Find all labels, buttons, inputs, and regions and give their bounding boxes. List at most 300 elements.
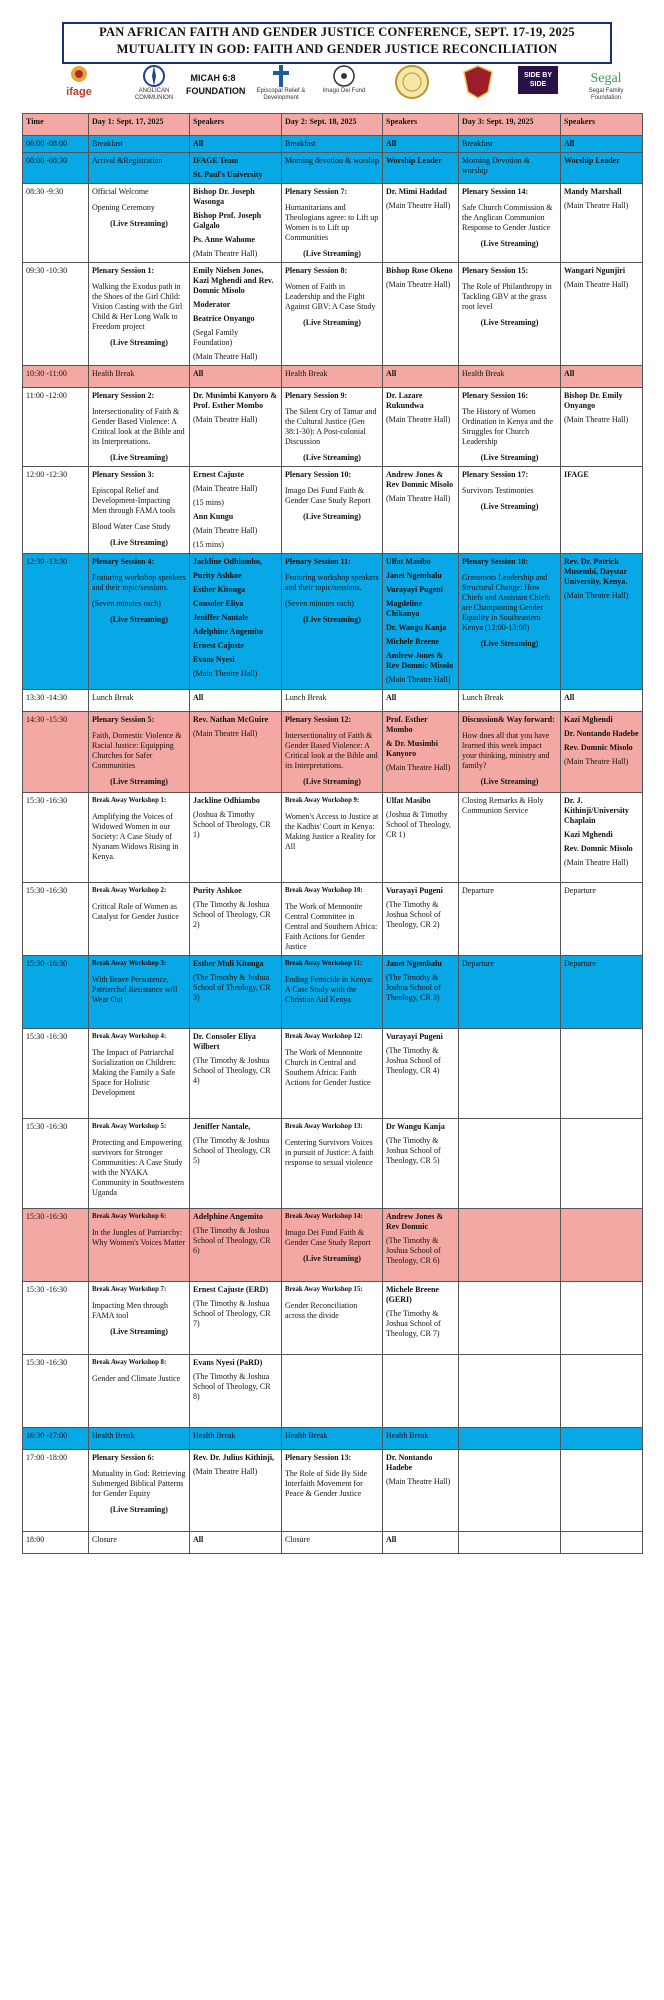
d3-line: Discussion& Way forward: [462, 715, 555, 724]
imago-dei-logo: Imago Dei Fund [318, 64, 370, 104]
s2-line: Dr. Wangu Kanja [386, 623, 447, 632]
d3-cell [459, 153, 561, 184]
s1-cell [190, 467, 282, 554]
d3-cell [459, 467, 561, 554]
d2-cell [282, 1282, 383, 1355]
d1-line: Gender and Climate Justice [92, 1374, 181, 1383]
d3-line: Plenary Session 16: [462, 391, 529, 400]
s2-line: Andrew Jones & Rev Domnic Misolo [386, 651, 454, 670]
d2-cell [282, 1428, 383, 1450]
s3-cell [561, 366, 643, 388]
s2-cell [383, 712, 459, 793]
time-label: 08:00 -08:30 [26, 156, 68, 165]
time-label: 15:30 -16:30 [26, 1212, 68, 1221]
s3-line: Kazi Mghendi [564, 830, 613, 839]
s2-line: Ulfat Masibo [386, 796, 431, 805]
d3-line: (Live Streaming) [480, 777, 539, 786]
d1-line: (Live Streaming) [110, 219, 168, 228]
table-row [23, 690, 643, 712]
s3-cell [561, 1532, 643, 1554]
d2-line: Break Away Workshop 11: [285, 960, 363, 967]
s1-cell [190, 690, 282, 712]
time-label: 15:30 -16:30 [26, 1122, 68, 1131]
d3-line: Breakfast [462, 139, 493, 148]
d3-line: (Live Streaming) [480, 639, 539, 648]
s1-cell [190, 153, 282, 184]
s1-line: IFAGE Team [193, 156, 239, 165]
s2-line: (The Timothy & Joshua School of Theology, CR 5) [386, 1136, 441, 1165]
s2-cell [383, 1355, 459, 1428]
d2-cell [282, 153, 383, 184]
d2-line: Plenary Session 8: [285, 266, 348, 275]
d1-line: (Live Streaming) [110, 338, 168, 347]
d1-cell [89, 1355, 190, 1428]
s3-cell [561, 153, 643, 184]
s2-line: All [386, 1535, 397, 1544]
d2-cell [282, 883, 383, 956]
s1-line: Rev. Dr. Julius Kithinji, [193, 1453, 275, 1462]
s1-line: Purity Ashkoe [193, 571, 242, 580]
s3-cell [561, 690, 643, 712]
ifage-emblem-icon [64, 64, 94, 86]
d1-line: Blood Water Case Study [92, 522, 171, 531]
column-header: Speakers [190, 114, 282, 136]
d1-cell [89, 554, 190, 690]
d3-cell [459, 712, 561, 793]
d2-line: (Live Streaming) [303, 453, 361, 462]
s1-cell [190, 1355, 282, 1428]
s1-line: (The Timothy & Joshua School of Theology, CR 8) [193, 1372, 271, 1401]
s2-line: All [386, 693, 397, 702]
s2-line: (Main Theatre Hall) [386, 1477, 451, 1486]
s3-cell [561, 956, 643, 1029]
s1-cell [190, 1282, 282, 1355]
s1-line: (Main Theatre Hall) [193, 1467, 258, 1476]
s1-line: Esther Muli Kitonga [193, 959, 264, 968]
d3-cell [459, 1209, 561, 1282]
time-cell [23, 1355, 89, 1428]
d2-line: The Work of Mennonite Central Committee in Central and Southern Africa: Faith Actions for Gender Justice [285, 902, 378, 951]
s2-cell [383, 793, 459, 883]
s3-cell [561, 1450, 643, 1532]
column-header: Day 3: Sept. 19, 2025 [459, 114, 561, 136]
table-row [23, 366, 643, 388]
d1-line: (Live Streaming) [110, 1505, 168, 1514]
time-cell [23, 956, 89, 1029]
s2-line: Michele Breene (GERI) [386, 1285, 439, 1304]
table-row [23, 1119, 643, 1209]
s3-cell [561, 1029, 643, 1119]
s3-line: Kazi Mghendi [564, 715, 613, 724]
d2-line: Plenary Session 11: [285, 557, 351, 566]
s1-line: Ernest Cajuste [193, 641, 244, 650]
s1-cell [190, 1450, 282, 1532]
time-cell [23, 1119, 89, 1209]
s1-line: Consoler Eliya [193, 599, 244, 608]
d1-cell [89, 1282, 190, 1355]
d3-line: Departure [462, 886, 494, 895]
s1-line: All [193, 369, 204, 378]
d2-line: Lunch Break [285, 693, 327, 702]
s1-line: Evans Nyesi (PaRD) [193, 1358, 263, 1367]
d1-line: Arrival &Registration [92, 156, 163, 165]
s1-line: Ps. Anne Wahome [193, 235, 255, 244]
s1-line: Bishop Dr. Joseph Wasonga [193, 187, 255, 206]
s3-cell [561, 793, 643, 883]
d3-line: Plenary Session 17: [462, 470, 529, 479]
s2-line: Dr. Lazare Rukundwa [386, 391, 424, 410]
s3-line: Bishop Dr. Emily Onyango [564, 391, 623, 410]
d1-line: Plenary Session 1: [92, 266, 155, 275]
d1-cell [89, 467, 190, 554]
s1-line: Ernest Cajuste (ERD) [193, 1285, 269, 1294]
s2-cell [383, 1428, 459, 1450]
time-cell [23, 1029, 89, 1119]
s3-line: Rev. Domnic Misolo [564, 743, 633, 752]
s2-line: Ulfat Masibo [386, 557, 431, 566]
s1-line: St. Paul's University [193, 170, 263, 179]
s3-cell [561, 1209, 643, 1282]
d3-cell [459, 1282, 561, 1355]
d3-line: Lunch Break [462, 693, 504, 702]
s2-line: Andrew Jones & Rev Domnic Misolo [386, 470, 454, 489]
s2-line: Dr. Nontando Hadebe [386, 1453, 433, 1472]
s1-line: (15 mins) [193, 540, 224, 549]
cross-icon [271, 64, 291, 88]
s2-line: Janet Ngembalu [386, 571, 442, 580]
time-cell [23, 883, 89, 956]
time-cell [23, 1428, 89, 1450]
d2-line: (Live Streaming) [303, 1254, 361, 1263]
s3-line: (Main Theatre Hall) [564, 415, 629, 424]
s2-line: Michele Breene [386, 637, 439, 646]
imago-dei-emblem-icon [332, 64, 356, 88]
episcopal-relief-logo: Episcopal Relief & Development [252, 64, 310, 104]
s2-line: Prof. Esther Mombo [386, 715, 428, 734]
table-row [23, 467, 643, 554]
d2-cell [282, 366, 383, 388]
d2-line: (Live Streaming) [303, 249, 361, 258]
s3-line: Dr. Nontando Hadebe [564, 729, 639, 738]
d3-cell [459, 793, 561, 883]
d2-line: Gender Reconciliation across the divide [285, 1301, 358, 1320]
d2-line: Plenary Session 10: [285, 470, 352, 479]
time-label: 17:00 -18:00 [26, 1453, 68, 1462]
s1-line: (Main Theatre Hall) [193, 484, 258, 493]
s1-line: Health Break [193, 1431, 236, 1440]
d1-line: Breakfast [92, 139, 123, 148]
table-row [23, 883, 643, 956]
d1-line: (Live Streaming) [110, 777, 168, 786]
table-row [23, 1282, 643, 1355]
d1-line: With Brave Persistence, Patriarchal Resistance will Wear Out [92, 975, 178, 1004]
d3-cell [459, 366, 561, 388]
s1-cell [190, 136, 282, 153]
d3-cell [459, 554, 561, 690]
s3-line: IFAGE [564, 470, 589, 479]
d1-cell [89, 388, 190, 467]
d2-line: Centering Survivors Voices in pursuit of Justice: A faith response to sexual violence [285, 1138, 374, 1167]
s3-line: Departure [564, 959, 596, 968]
s1-line: Jeniffer Nantale, [193, 1122, 251, 1131]
d2-line: (Live Streaming) [303, 318, 361, 327]
d3-cell [459, 263, 561, 366]
column-header: Day 2: Sept. 18, 2025 [282, 114, 383, 136]
time-cell [23, 690, 89, 712]
s2-cell [383, 1119, 459, 1209]
d2-line: Plenary Session 7: [285, 187, 348, 196]
column-header: Speakers [383, 114, 459, 136]
table-row [23, 1355, 643, 1428]
table-row [23, 956, 643, 1029]
time-cell [23, 467, 89, 554]
d1-line: Plenary Session 2: [92, 391, 155, 400]
s2-cell [383, 956, 459, 1029]
time-cell [23, 712, 89, 793]
s2-line: All [386, 369, 397, 378]
s1-line: Ann Kungu [193, 512, 234, 521]
s2-cell [383, 467, 459, 554]
d2-line: Break Away Workshop 13: [285, 1123, 363, 1130]
s1-line: Emily Nielsen Jones, Kazi Mghendi and Rev. Domnic Misolo [193, 266, 274, 295]
d1-line: Break Away Workshop 8: [92, 1359, 167, 1366]
s2-cell [383, 263, 459, 366]
s3-line: Rev. Dr. Patrick Musembi, Daystar University, Kenya. [564, 557, 628, 586]
d1-cell [89, 793, 190, 883]
d2-cell [282, 1209, 383, 1282]
d1-line: Plenary Session 5: [92, 715, 155, 724]
d1-cell [89, 690, 190, 712]
time-cell [23, 1532, 89, 1554]
d1-cell [89, 184, 190, 263]
d1-line: Break Away Workshop 1: [92, 797, 167, 804]
d3-line: The Role of Philanthropy in Tackling GBV at the grass root level [462, 282, 552, 311]
s2-line: Vurayayi Pugeni [386, 585, 443, 594]
d1-cell [89, 1119, 190, 1209]
s2-cell [383, 1282, 459, 1355]
table-row [23, 184, 643, 263]
s2-line: (The Timothy & Joshua School of Theology, CR 7) [386, 1309, 441, 1338]
d1-cell [89, 366, 190, 388]
s2-cell [383, 554, 459, 690]
s2-cell [383, 366, 459, 388]
s3-cell [561, 883, 643, 956]
s2-line: Bishop Rose Okeno [386, 266, 453, 275]
d2-cell [282, 793, 383, 883]
d1-line: Faith, Domestic Violence & Racial Justice: Equipping Churches for Safer Communities [92, 731, 182, 770]
s3-cell [561, 1355, 643, 1428]
d3-line: (Live Streaming) [480, 453, 539, 462]
d1-line: Break Away Workshop 6: [92, 1213, 167, 1220]
time-cell [23, 1282, 89, 1355]
s2-cell [383, 883, 459, 956]
d3-cell [459, 136, 561, 153]
d1-cell [89, 263, 190, 366]
s2-line: & Dr. Musimbi Kanyoro [386, 739, 438, 758]
d3-cell [459, 184, 561, 263]
d2-line: (Live Streaming) [303, 512, 361, 521]
s3-line: Worship Leader [564, 156, 620, 165]
d3-cell [459, 1029, 561, 1119]
s2-cell [383, 1532, 459, 1554]
d3-cell [459, 1532, 561, 1554]
s1-line: Ernest Cajuste [193, 470, 244, 479]
s1-line: Bishop Prof. Joseph Galgalo [193, 211, 262, 230]
d2-line: Break Away Workshop 9: [285, 797, 360, 804]
d1-line: Intersectionality of Faith & Gender Based Violence: A Critical look at the Bible and its Interpretations. [92, 407, 185, 446]
s2-cell [383, 136, 459, 153]
time-label: 18:00 [26, 1535, 45, 1544]
d1-cell [89, 712, 190, 793]
d1-line: In the Jungles of Patriarchy: Why Women's Voices Matter [92, 1228, 186, 1247]
s1-line: (The Timothy & Joshua School of Theology, CR 6) [193, 1226, 271, 1255]
time-cell [23, 184, 89, 263]
d1-line: Plenary Session 3: [92, 470, 155, 479]
time-label: 10:30 -11:00 [26, 369, 67, 378]
time-cell [23, 1450, 89, 1532]
d2-line: Closure [285, 1535, 310, 1544]
s1-line: Moderator [193, 300, 231, 309]
s1-line: (Segal Family Foundation) [193, 328, 239, 347]
d1-cell [89, 1532, 190, 1554]
s2-line: Worship Leader [386, 156, 442, 165]
time-label: 12:30 -13:30 [26, 557, 68, 566]
d2-line: Women of Faith in Leadership and the Fight Against GBV: A Case Study [285, 282, 376, 311]
d2-line: (Live Streaming) [303, 615, 361, 624]
s2-line: (Main Theatre Hall) [386, 763, 451, 772]
s2-line: (The Timothy & Joshua School of Theology, CR 3) [386, 973, 441, 1002]
d3-line: (Live Streaming) [480, 502, 539, 511]
s2-line: Vurayayi Pugeni [386, 886, 443, 895]
time-cell [23, 136, 89, 153]
title-line-2: MUTUALITY IN GOD: FAITH AND GENDER JUSTICE RECONCILIATION [116, 42, 558, 56]
d2-line: Plenary Session 12: [285, 715, 352, 724]
s2-cell [383, 1450, 459, 1532]
d1-cell [89, 883, 190, 956]
segal-logo: Segal Segal Family Foundation [588, 71, 624, 101]
d2-line: (Live Streaming) [303, 777, 361, 786]
d3-cell [459, 956, 561, 1029]
d3-line: The History of Women Ordination in Kenya and the Struggles for Church Leadership [462, 407, 554, 446]
table-row [23, 263, 643, 366]
d2-cell [282, 554, 383, 690]
s3-cell [561, 136, 643, 153]
d3-line: Grassroots Leadership and Structural Change: How Chiefs and Assistant Chiefs are Championing Gender Equality in Southeastern Kenya (12:00-13:00) [462, 573, 551, 632]
s2-line: (Joshua & Timothy School of Theology, CR 1) [386, 810, 451, 839]
d1-line: Health Break [92, 1431, 135, 1440]
d1-line: Break Away Workshop 2: [92, 887, 167, 894]
compass-rose-icon [141, 64, 167, 88]
d1-line: Plenary Session 6: [92, 1453, 155, 1462]
time-cell [23, 263, 89, 366]
column-header: Day 1: Sept. 17, 2025 [89, 114, 190, 136]
time-label: 09:30 -10:30 [26, 266, 68, 275]
s3-line: Departure [564, 886, 596, 895]
d1-cell [89, 956, 190, 1029]
d2-cell [282, 1532, 383, 1554]
s1-cell [190, 793, 282, 883]
d1-line: Break Away Workshop 5: [92, 1123, 167, 1130]
d2-line: Break Away Workshop 10: [285, 887, 363, 894]
d1-line: Episcopal Relief and Development-Impacting Men through FAMA tools [92, 486, 176, 515]
s1-line: All [193, 139, 204, 148]
s3-cell [561, 1119, 643, 1209]
d2-cell [282, 388, 383, 467]
s1-line: (Main Theatre Hall) [193, 249, 258, 258]
seal-logo-2 [458, 64, 498, 104]
d1-cell [89, 1209, 190, 1282]
time-label: 15:30 -16:30 [26, 796, 68, 805]
s2-line: (The Timothy & Joshua School of Theology, CR 4) [386, 1046, 441, 1075]
s2-line: All [386, 139, 397, 148]
s1-line: All [193, 1535, 204, 1544]
d3-line: Closing Remarks & Holy Communion Service [462, 796, 544, 815]
table-row [23, 793, 643, 883]
s1-line: (15 mins) [193, 498, 224, 507]
table-row [23, 1029, 643, 1119]
d1-line: (Live Streaming) [110, 1327, 168, 1336]
s2-cell [383, 388, 459, 467]
d3-line: Plenary Session 14: [462, 187, 529, 196]
time-cell [23, 1209, 89, 1282]
d1-line: Amplifying the Voices of Widowed Women in our Society: A Case Study of Nyanam Widows Rising in Kenya. [92, 812, 179, 861]
side-by-side-logo: SIDE BY SIDE [516, 64, 560, 104]
d3-cell [459, 1355, 561, 1428]
d1-line: (Seven minutes each) [92, 599, 161, 608]
time-label: 15:30 -16:30 [26, 1032, 68, 1041]
sponsor-logos [40, 64, 640, 104]
d1-line: Lunch Break [92, 693, 134, 702]
d2-line: (Seven minutes each) [285, 599, 354, 608]
s1-line: Jackline Odhiambo [193, 796, 260, 805]
s1-line: Jackline Odhiambo, [193, 557, 262, 566]
d2-cell [282, 956, 383, 1029]
d3-cell [459, 1450, 561, 1532]
d2-cell [282, 1450, 383, 1532]
s1-line: Adelphine Angemito [193, 1212, 264, 1221]
s1-line: (The Timothy & Joshua School of Theology, CR 2) [193, 900, 271, 929]
time-label: 16:30 -17:00 [26, 1431, 68, 1440]
s3-cell [561, 1428, 643, 1450]
s1-line: Esther Kitonga [193, 585, 246, 594]
d2-cell [282, 712, 383, 793]
table-row [23, 136, 643, 153]
d2-line: Plenary Session 13: [285, 1453, 352, 1462]
time-label: 15:30 -16:30 [26, 959, 68, 968]
d1-line: Official Welcome [92, 187, 149, 196]
s1-cell [190, 883, 282, 956]
d1-line: (Live Streaming) [110, 615, 168, 624]
d2-cell [282, 1355, 383, 1428]
d1-line: The Impact of Patriarchal Socialization on Children: Making the Family a Safe Space for Holistic Development [92, 1048, 176, 1097]
micah-logo: MICAH 6:8 FOUNDATION [186, 73, 246, 96]
d3-cell [459, 1428, 561, 1450]
column-header: Speakers [561, 114, 643, 136]
d2-cell [282, 690, 383, 712]
table-row [23, 1428, 643, 1450]
d3-line: Survivors Testimonies [462, 486, 534, 495]
s2-line: (The Timothy & Joshua School of Theology, CR 2) [386, 900, 441, 929]
s2-line: Health Break [386, 1431, 429, 1440]
d1-line: Featuring workshop speakers and their topic/sessions. [92, 573, 186, 592]
table-row [23, 1532, 643, 1554]
d3-cell [459, 1119, 561, 1209]
s2-line: (Main Theatre Hall) [386, 675, 451, 684]
s1-line: (The Timothy & Joshua School of Theology, CR 4) [193, 1056, 271, 1085]
table-row [23, 388, 643, 467]
d1-cell [89, 153, 190, 184]
anglican-communion-logo: ANGLICAN COMMUNION [132, 64, 176, 104]
